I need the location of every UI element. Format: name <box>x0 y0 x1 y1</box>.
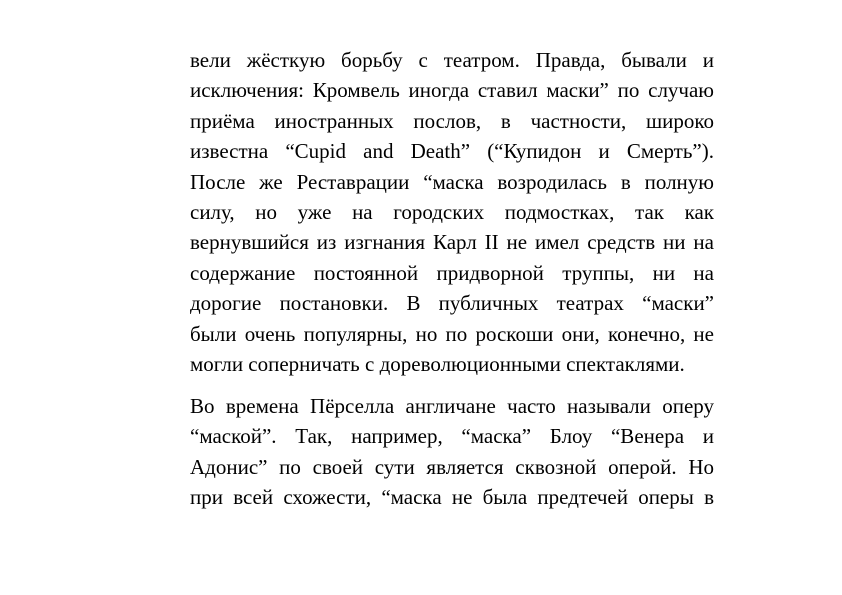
text-line: Во времена Пёрселла англичане часто называли оперу <box>190 394 714 418</box>
text-line: были очень популярны, но по роскоши они, конечно, не <box>190 321 714 346</box>
text-line: вели жёсткую борьбу с театром. Правда, бывали и <box>190 48 714 72</box>
text-line: содержание постоянной придворной труппы, ни на <box>190 260 714 285</box>
text-line: известна “Cupid and Death” (“Купидон и Смерть”). <box>190 139 714 164</box>
text-line: дорогие постановки. В публичных театрах “маски” <box>190 291 714 316</box>
text-line: приёма иностранных послов, в частности, широко <box>190 108 714 133</box>
text-line: силу, но уже на городских подмостках, так как <box>190 199 714 224</box>
text-line: при всей схожести, “маска не была предтечей оперы в <box>190 485 714 510</box>
text-line: могли соперничать с дореволюционными спектаклями. <box>190 351 685 376</box>
paragraph-2 <box>190 391 714 513</box>
text-line: После же Реставрации “маска возродилась в полную <box>190 169 714 194</box>
text-line: Адонис” по своей сути является сквозной оперой. Но <box>190 454 714 479</box>
text-line: “маской”. Так, например, “маска” Блоу “Венера и <box>190 424 714 449</box>
text-line: вернувшийся из изгнания Карл II не имел средств ни на <box>190 230 714 255</box>
paragraph-1 <box>190 45 714 379</box>
text-line: исключения: Кромвель иногда ставил маски” по случаю <box>190 78 714 103</box>
